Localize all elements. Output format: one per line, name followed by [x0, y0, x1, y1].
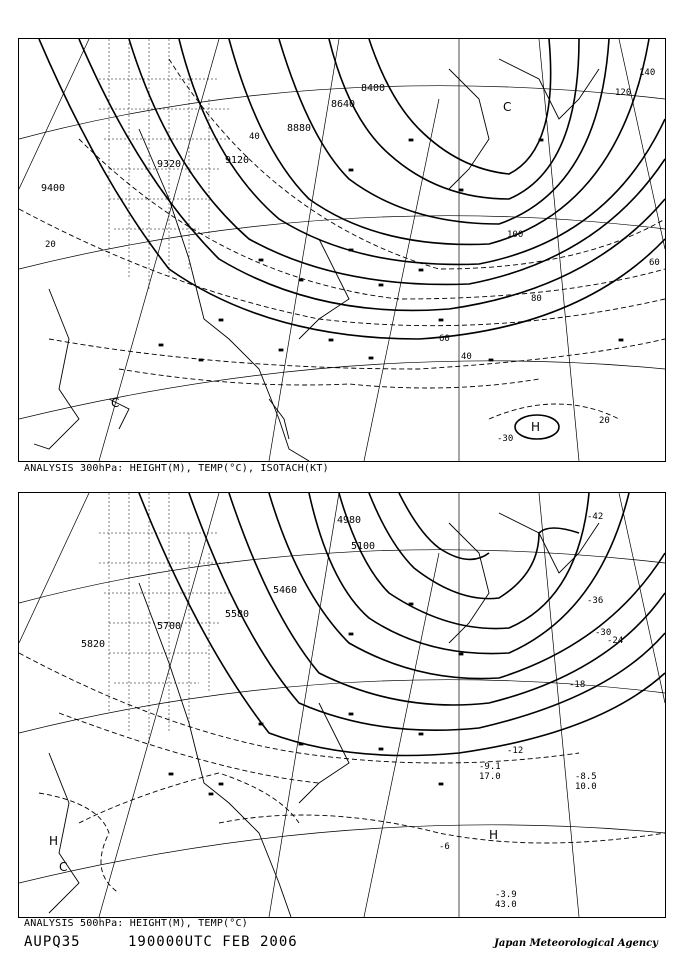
height-label: 5580 — [225, 609, 250, 620]
low-center: C — [59, 860, 68, 874]
temp-label: -18 — [569, 680, 586, 690]
map-300hpa-canvas — [19, 39, 665, 461]
height-label: 8640 — [331, 99, 356, 110]
high-center: H — [489, 828, 499, 842]
station-value: -3.9 — [495, 890, 517, 900]
temp-label: -30 — [595, 628, 612, 638]
isotach-label: 20 — [599, 416, 610, 426]
isotach-label: 40 — [461, 352, 472, 362]
height-label: 5100 — [351, 541, 376, 552]
height-label: 8880 — [287, 123, 312, 134]
station-value: 43.0 — [495, 900, 517, 910]
map-300hpa — [18, 38, 666, 462]
coastline — [49, 513, 599, 917]
station-value: -9.1 — [479, 762, 501, 772]
map-500hpa-canvas — [19, 493, 665, 917]
station-value: -8.5 — [575, 772, 597, 782]
high-center: H — [531, 420, 541, 434]
terrain-mask — [99, 493, 229, 743]
height-contours — [139, 493, 665, 756]
agency-credit: Japan Meteorological Agency — [494, 938, 658, 949]
high-center: H — [49, 834, 59, 848]
isotach-label: 100 — [507, 230, 524, 240]
valid-time: 190000UTC FEB 2006 — [128, 934, 298, 950]
temp-label: -6 — [439, 842, 450, 852]
station-value: 17.0 — [479, 772, 501, 782]
height-label: 9320 — [157, 159, 182, 170]
map-500hpa — [18, 492, 666, 918]
height-label: 5700 — [157, 621, 182, 632]
isotachs — [19, 59, 665, 419]
temp-label: -12 — [507, 746, 524, 756]
isotach-label: 40 — [249, 132, 260, 142]
caption-500hpa: ANALYSIS 500hPa: HEIGHT(M), TEMP(°C) — [24, 918, 248, 929]
isotach-label: 140 — [639, 68, 656, 78]
low-center: C — [111, 396, 120, 410]
isotach-label: 120 — [615, 88, 632, 98]
isotach-label: 80 — [531, 294, 542, 304]
height-label: 5460 — [273, 585, 298, 596]
height-label: 9120 — [225, 155, 250, 166]
graticule — [19, 493, 665, 917]
station-value: 10.0 — [575, 782, 597, 792]
isotach-label: 20 — [45, 240, 56, 250]
height-label: 9400 — [41, 183, 66, 194]
isotach-label: 60 — [649, 258, 660, 268]
station-plots — [159, 139, 623, 361]
height-label: 5820 — [81, 639, 106, 650]
temp-label: -42 — [587, 512, 604, 522]
isotach-label: 60 — [439, 334, 450, 344]
low-center: C — [503, 100, 512, 114]
caption-300hpa: ANALYSIS 300hPa: HEIGHT(M), TEMP(°C), ISOTACH(KT) — [24, 463, 329, 474]
chart-code: AUPQ35 — [24, 934, 81, 950]
height-label: 4980 — [337, 515, 362, 526]
temp-label: -24 — [607, 636, 624, 646]
temp-label: -30 — [497, 434, 514, 444]
height-contours — [39, 39, 665, 339]
temp-label: -36 — [587, 596, 604, 606]
height-label: 8400 — [361, 83, 386, 94]
